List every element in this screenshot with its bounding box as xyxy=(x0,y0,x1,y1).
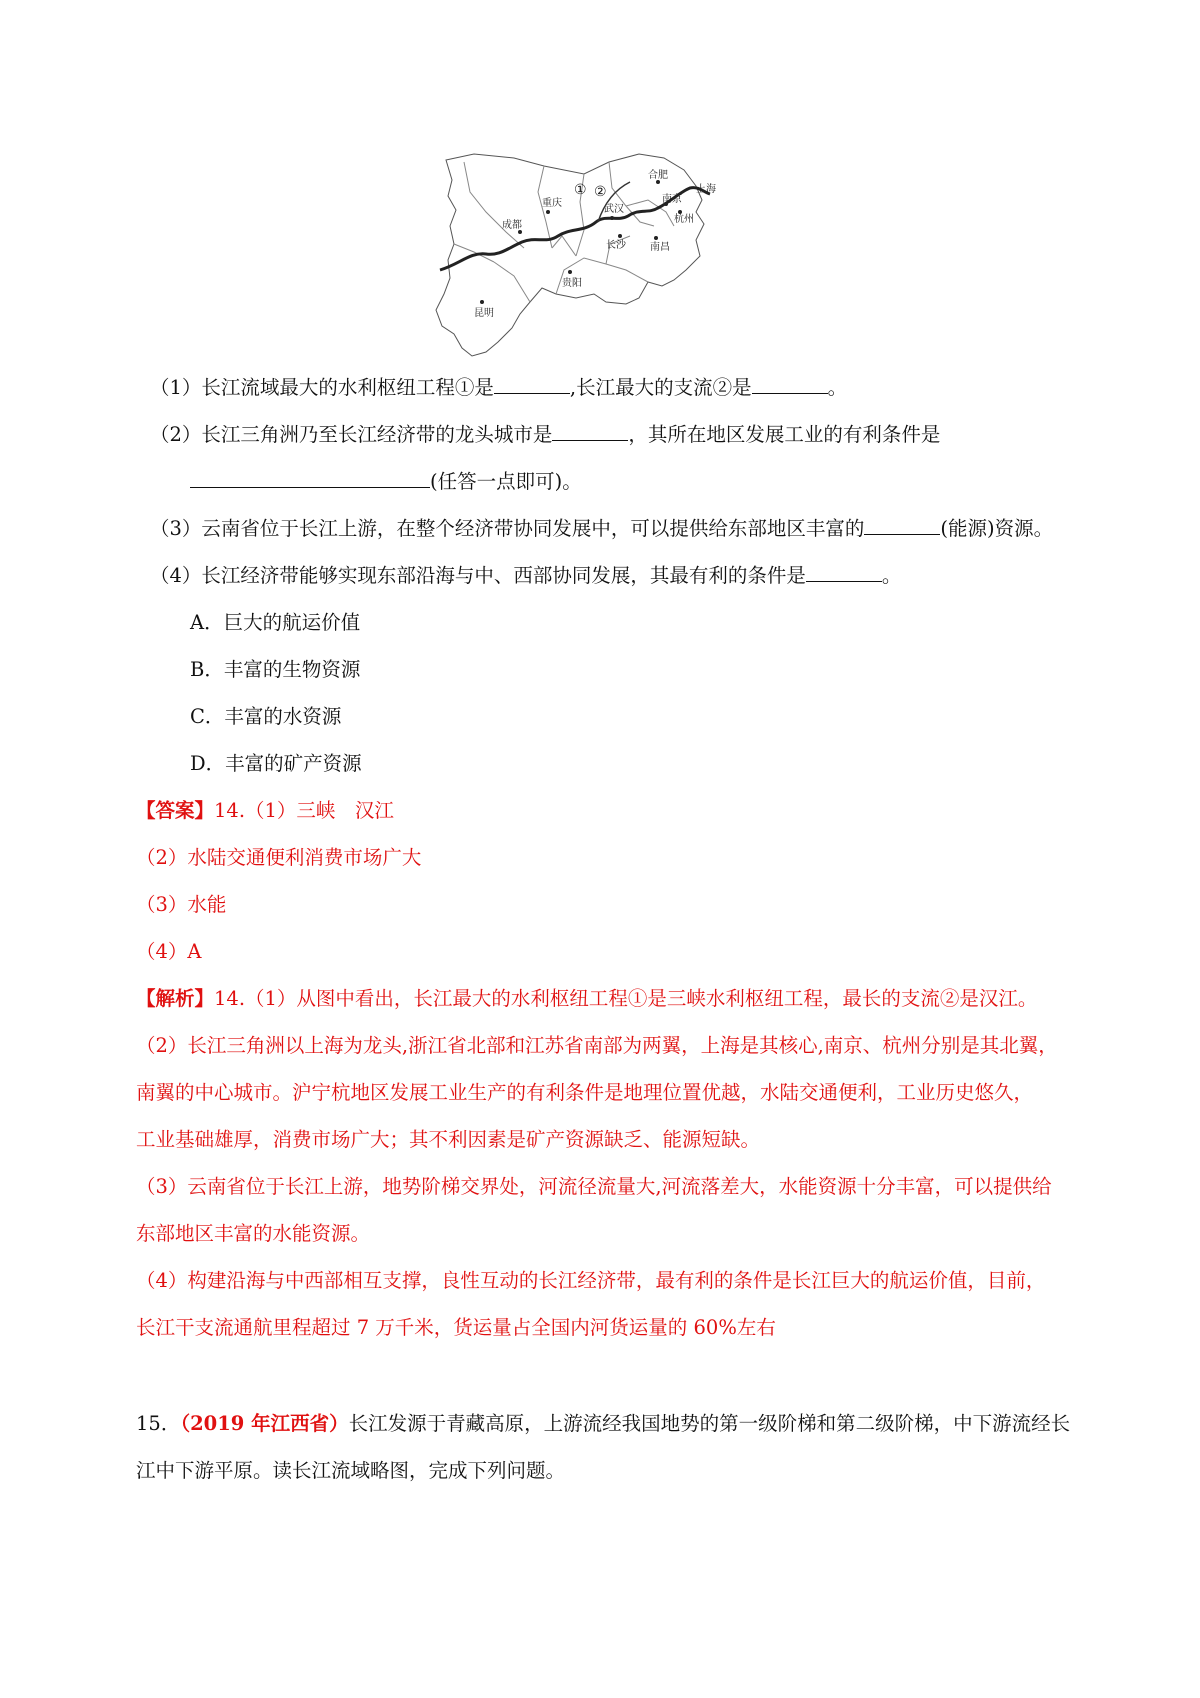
question-15-source: （2019 年江西省） xyxy=(180,1412,349,1435)
label-hangzhou: 杭州 xyxy=(674,214,694,225)
marker-1: ① xyxy=(574,181,587,197)
question-2-cont: (任答一点即可)。 xyxy=(190,467,582,497)
answer-line-1: 【答案】14.（1）三峡 汉江 xyxy=(136,799,394,822)
label-guiyang: 贵阳 xyxy=(562,278,582,289)
label-kunming: 昆明 xyxy=(474,308,494,319)
label-wuhan: 武汉 xyxy=(604,204,624,215)
answer-line-4: （4）A xyxy=(136,940,202,963)
option-d: D．丰富的矿产资源 xyxy=(190,752,362,775)
label-chengdu: 成都 xyxy=(502,220,522,231)
marker-2: ② xyxy=(594,183,607,199)
option-a: A．巨大的航运价值 xyxy=(190,611,361,634)
answer-line-2: （2）水陆交通便利消费市场广大 xyxy=(136,846,422,869)
analysis-line-4: 工业基础雄厚，消费市场广大；其不利因素是矿产资源缺乏、能源短缺。 xyxy=(136,1128,761,1151)
answer-blank xyxy=(190,467,430,488)
answer-label: 【答案】 xyxy=(136,799,215,822)
question-2: （2）长江三角洲乃至长江经济带的龙头城市是 ，其所在地区发展工业的有利条件是 xyxy=(150,420,940,450)
label-nanchang: 南昌 xyxy=(650,242,670,253)
analysis-line-5: （3）云南省位于长江上游，地势阶梯交界处，河流径流量大,河流落差大，水能资源十分丰富，可以提供给 xyxy=(136,1175,1052,1198)
answer-blank xyxy=(864,514,940,535)
question-3: （3）云南省位于长江上游，在整个经济带协同发展中，可以提供给东部地区丰富的 (能源)资源。 xyxy=(150,514,1053,544)
option-b: B．丰富的生物资源 xyxy=(190,658,361,681)
answer-blank xyxy=(552,420,628,441)
analysis-line-6: 东部地区丰富的水能资源。 xyxy=(136,1222,371,1245)
analysis-label: 【解析】 xyxy=(136,987,215,1010)
yangtze-basin-map xyxy=(434,152,764,360)
answer-blank xyxy=(752,373,828,394)
answer-line-3: （3）水能 xyxy=(136,893,227,916)
analysis-line-2: （2）长江三角洲以上海为龙头,浙江省北部和江苏省南部为两翼，上海是其核心,南京、杭州分别是其北翼， xyxy=(136,1034,1058,1057)
label-changsha: 长沙 xyxy=(606,240,626,251)
analysis-line-8: 长江干支流通航里程超过 7 万千米，货运量占全国内河货运量的 60%左右 xyxy=(136,1316,776,1339)
analysis-line-1: 【解析】14.（1）从图中看出，长江最大的水利枢纽工程①是三峡水利枢纽工程，最长的支流②是汉江。 xyxy=(136,987,1038,1010)
question-15-number: 15． xyxy=(136,1412,181,1435)
answer-blank xyxy=(806,561,882,582)
question-4: （4）长江经济带能够实现东部沿海与中、西部协同发展，其最有利的条件是 。 xyxy=(150,561,901,591)
label-hefei: 合肥 xyxy=(648,170,668,181)
question-1: （1）长江流域最大的水利枢纽工程①是 ,长江最大的支流②是 。 xyxy=(150,373,847,403)
answer-blank xyxy=(494,373,570,394)
label-nanjing: 南京 xyxy=(662,194,682,205)
question-15-line-2: 江中下游平原。读长江流域略图，完成下列问题。 xyxy=(136,1459,566,1482)
question-15-line-1: 15．（2019 年江西省）长江发源于青藏高原，上游流经我国地势的第一级阶梯和第二级阶梯，中下游流经长 xyxy=(136,1412,1071,1435)
analysis-line-3: 南翼的中心城市。沪宁杭地区发展工业生产的有利条件是地理位置优越，水陆交通便利，工业历史悠久， xyxy=(136,1081,1034,1104)
analysis-line-7: （4）构建沿海与中西部相互支撑，良性互动的长江经济带，最有利的条件是长江巨大的航运价值，目前， xyxy=(136,1269,1046,1292)
label-chongqing: 重庆 xyxy=(542,198,562,209)
option-c: C．丰富的水资源 xyxy=(190,705,342,728)
label-shanghai: 上海 xyxy=(696,184,716,195)
